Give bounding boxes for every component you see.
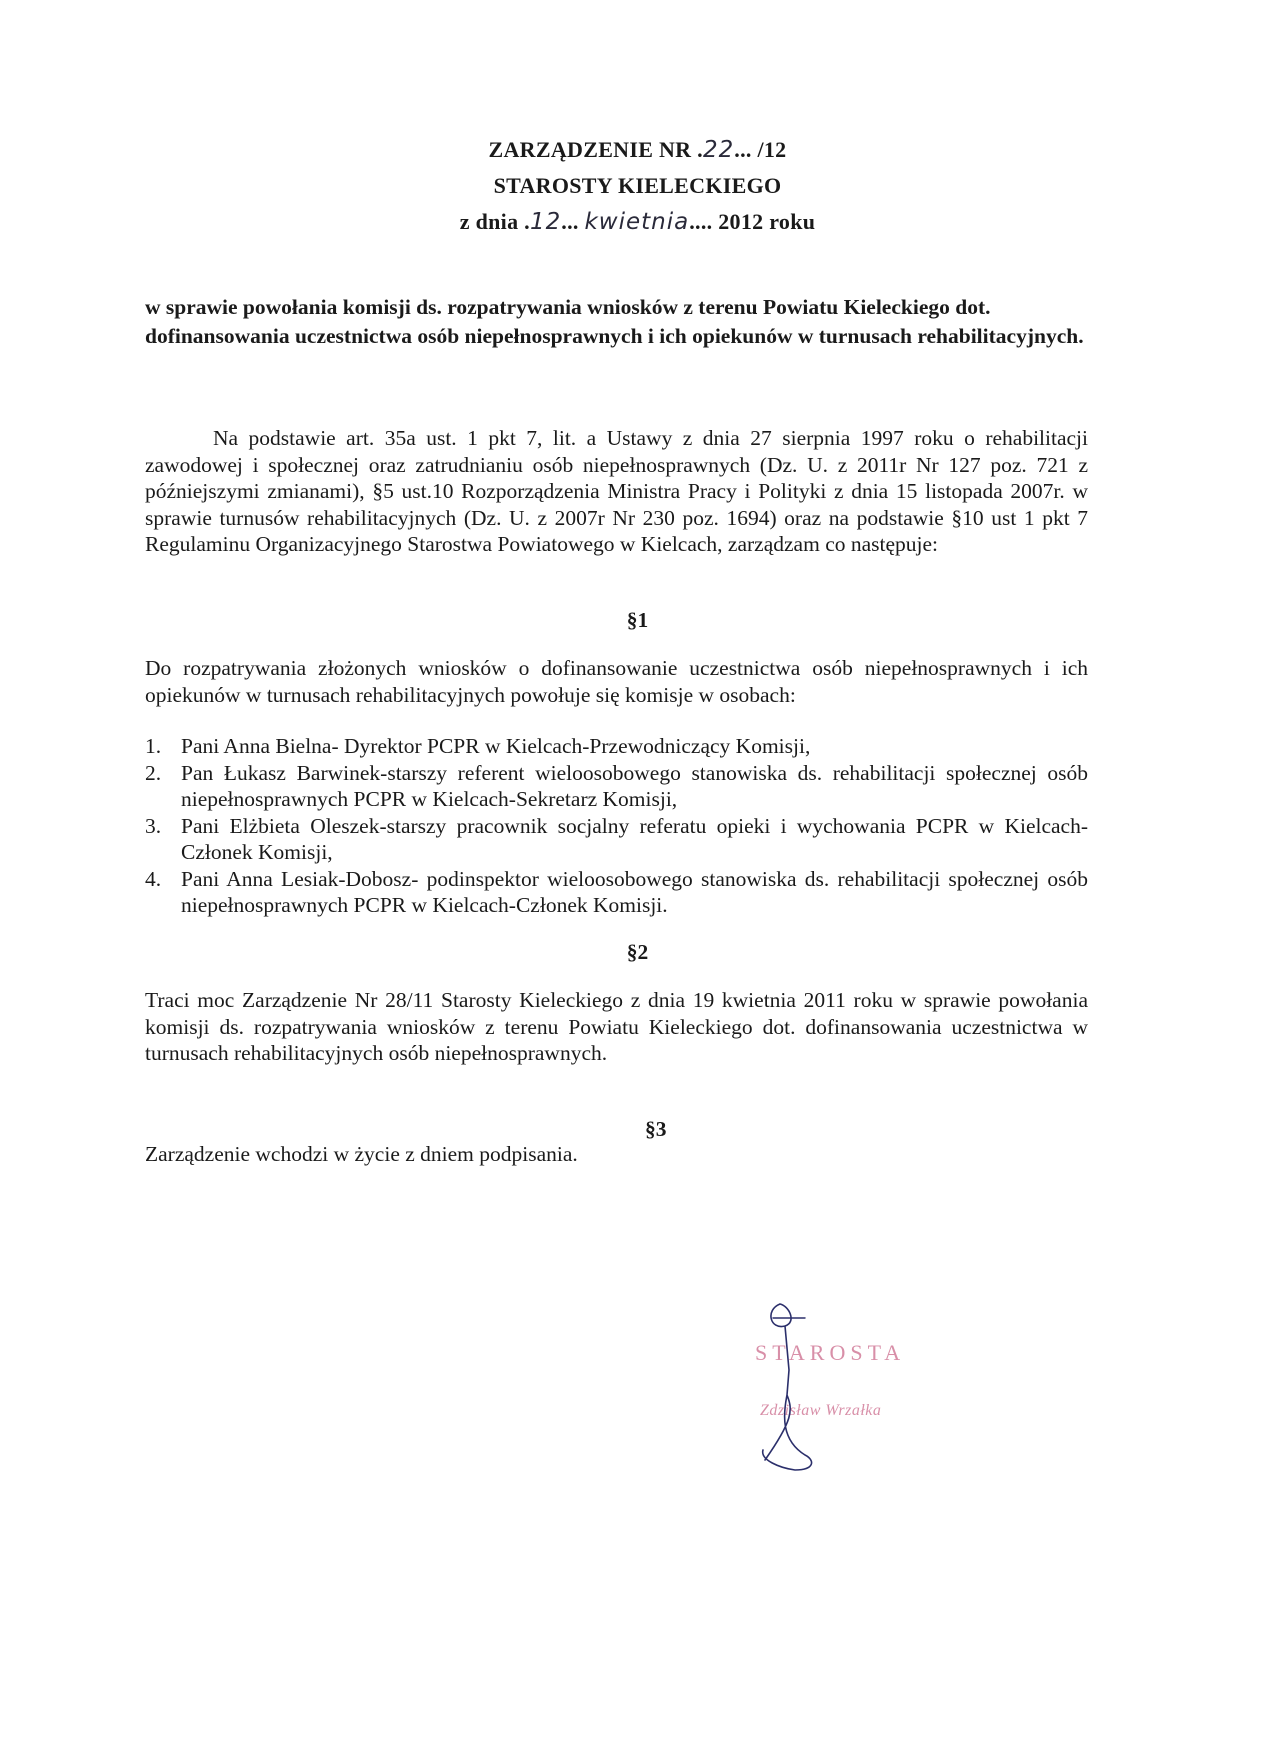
handwritten-day: 12 (529, 209, 562, 235)
document-date: z dnia .12... kwietnia.... 2012 roku (459, 209, 816, 235)
handwritten-number: 22 (702, 137, 735, 163)
title-prefix: ZARZĄDZENIE NR (488, 137, 698, 162)
handwritten-signature (735, 1300, 955, 1500)
list-item: 4. Pani Anna Lesiak-Dobosz- podinspektor wieloosobowego stanowiska ds. rehabilitacji społecznej osób niepełnosprawnych PCPR w Kielcach-Członek Komisji. (145, 866, 1088, 917)
stamp-name: Zdzisław Wrzałka (760, 1402, 882, 1419)
starosta-stamp-signature (735, 1300, 955, 1500)
list-item: 3. Pani Elżbieta Oleszek-starszy pracownik socjalny referatu opieki i wychowania PCPR w Kielcach-Członek Komisji, (145, 813, 1088, 864)
section-1-heading: §1 (626, 608, 649, 632)
handwritten-month: kwietnia (584, 209, 690, 235)
list-item: 1. Pani Anna Bielna- Dyrektor PCPR w Kielcach-Przewodniczący Komisji, (145, 734, 811, 758)
document-subject: w sprawie powołania komisji ds. rozpatrywania wniosków z terenu Powiatu Kieleckiego dot. dofinansowania uczestnictwa osób niepełnosprawnych i ich opiekunów w turnusach rehabilitacyjnych. (145, 295, 1084, 348)
date-suffix: 2012 roku (718, 209, 816, 234)
list-item: 2. Pan Łukasz Barwinek-starszy referent wieloosobowego stanowiska ds. rehabilitacji społecznej osób niepełnosprawnych PCPR w Kielcach-Sekretarz Komisji, (145, 760, 1088, 811)
stamp-title: STAROSTA (755, 1340, 906, 1365)
section-1-intro: Do rozpatrywania złożonych wniosków o dofinansowanie uczestnictwa osób niepełnosprawnych i ich opiekunów w turnusach rehabilitacyjnych powołuje się komisje w osobach: (145, 656, 1088, 707)
date-prefix: z dnia (459, 209, 525, 234)
legal-basis: Na podstawie art. 35a ust. 1 pkt 7, lit. a Ustawy z dnia 27 sierpnia 1997 roku o rehabilitacji zawodowej i społecznej oraz zatrudnianiu osób niepełnosprawnych (Dz. U. z 2011r Nr 127 poz. 721 z późniejszymi zmianami), §5 ust.10 Rozporządzenia Ministra Pracy i Polityki z dnia 15 listopada 2007r. w sprawie turnusów rehabilitacyjnych (Dz. U. z 2007r Nr 230 poz. 1694) oraz na podstawie §10 ust 1 pkt 7 Regulaminu Organizacyjnego Starostwa Powiatowego w Kielcach, zarządzam co następuje: (145, 426, 1088, 556)
section-3-heading: §3 (645, 1117, 667, 1141)
section-2-heading: §2 (626, 940, 649, 964)
section-3-text: Zarządzenie wchodzi w życie z dniem podpisania. (145, 1142, 578, 1166)
title-suffix: ... /12 (734, 137, 787, 162)
committee-members-list (145, 733, 1088, 919)
section-2-text: Traci moc Zarządzenie Nr 28/11 Starosty Kieleckiego z dnia 19 kwietnia 2011 roku w sprawie powołania komisji ds. rozpatrywania wniosków z terenu Powiatu Kieleckiego dot. dofinansowania uczestnictwa w turnusach rehabilitacyjnych osób niepełnosprawnych. (145, 988, 1088, 1065)
document-title: ZARZĄDZENIE NR .22... /12 (488, 137, 787, 163)
document-issuer: STAROSTY KIELECKIEGO (493, 173, 782, 198)
